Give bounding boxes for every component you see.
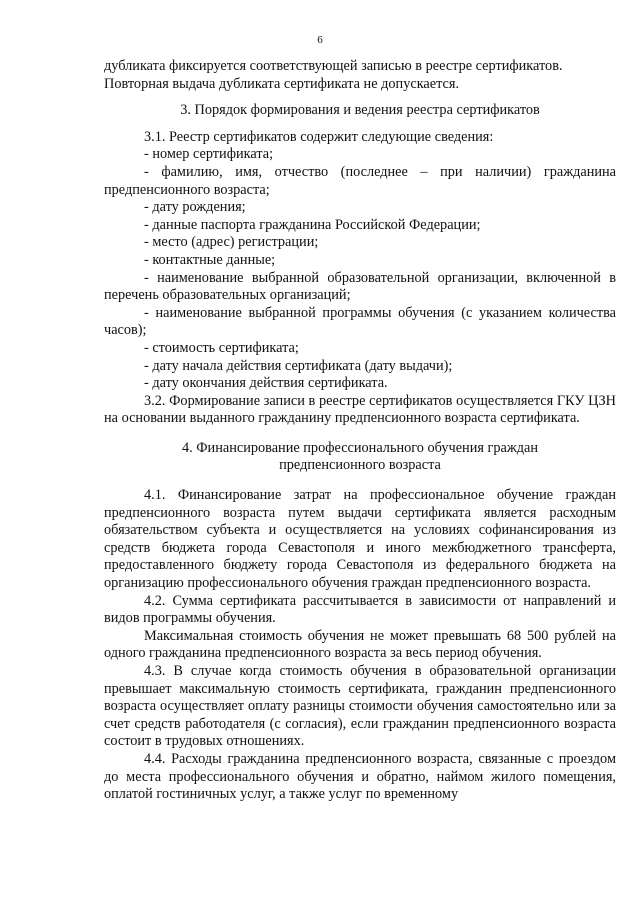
list-item: - стоимость сертификата; [144, 339, 299, 356]
list-item: - место (адрес) регистрации; [144, 234, 319, 251]
section-4-heading-line-2: предпенсионного возраста [279, 457, 441, 474]
intro-line-1: дубликата фиксируется соответствующей записью в реестре сертификатов. [104, 58, 563, 74]
list-item: - дату окончания действия сертификата. [144, 375, 388, 392]
list-item: - наименование выбранной программы обучения (с указанием количества часов); [104, 304, 616, 339]
section-4-heading [104, 440, 616, 475]
paragraph-4-4: 4.4. Расходы гражданина предпенсионного возраста, связанные с проездом до места профессионального обучения и обратно, наймом жилого помещения, оплатой гостиничных услуг, а также услуг по временному [104, 750, 616, 803]
list-item: - данные паспорта гражданина Российской Федерации; [144, 216, 481, 233]
intro-line-2: Повторная выдача дубликата сертификата не допускается. [104, 75, 460, 92]
list-item: - номер сертификата; [144, 146, 274, 163]
paragraph-4-3: 4.3. В случае когда стоимость обучения в образовательной организации превышает максимальную стоимость сертификата, гражданин предпенсионного возраста осуществляет оплату разницы стоимости обучения самостоятельно или за счет средств работодателя (с согласия), если гражданин предпенсионного возраста состоит в трудовых отношениях. [104, 663, 616, 750]
paragraph-4-2-max-cost: Максимальная стоимость обучения не может превышать 68 500 рублей на одного гражданина предпенсионного возраста за весь период обучения. [104, 627, 616, 662]
paragraph-3-1: 3.1. Реестр сертификатов содержит следующие сведения: [144, 128, 494, 145]
list-item: - контактные данные; [144, 251, 276, 268]
paragraph-4-2: 4.2. Сумма сертификата рассчитывается в зависимости от направлений и видов программы обучения. [104, 592, 616, 627]
section-4-heading-line-1: 4. Финансирование профессионального обучения граждан [181, 439, 539, 456]
section-3-heading: 3. Порядок формирования и ведения реестра сертификатов [180, 102, 540, 119]
document-body [104, 58, 616, 804]
page-number: 6 [317, 34, 323, 46]
list-item: - дату рождения; [144, 199, 246, 216]
list-item: - дату начала действия сертификата (дату выдачи); [144, 357, 453, 374]
list-item: - фамилию, имя, отчество (последнее – при наличии) гражданина предпенсионного возраста; [104, 163, 616, 198]
paragraph-4-1: 4.1. Финансирование затрат на профессиональное обучение граждан предпенсионного возраста путем выдачи сертификата является расходным обязательством субъекта и осуществляется на условиях софинансирования из средств бюджета города Севастополя и иного межбюджетного трансферта, предоставленного бюджету города Севастополя из федерального бюджета на организацию профессионального обучения граждан предпенсионного возраста. [104, 487, 616, 592]
list-item: - наименование выбранной образовательной организации, включенной в перечень образовательных организаций; [104, 269, 616, 304]
paragraph-3-2: 3.2. Формирование записи в реестре сертификатов осуществляется ГКУ ЦЗН на основании выданного гражданину предпенсионного возраста сертификата. [104, 392, 616, 427]
